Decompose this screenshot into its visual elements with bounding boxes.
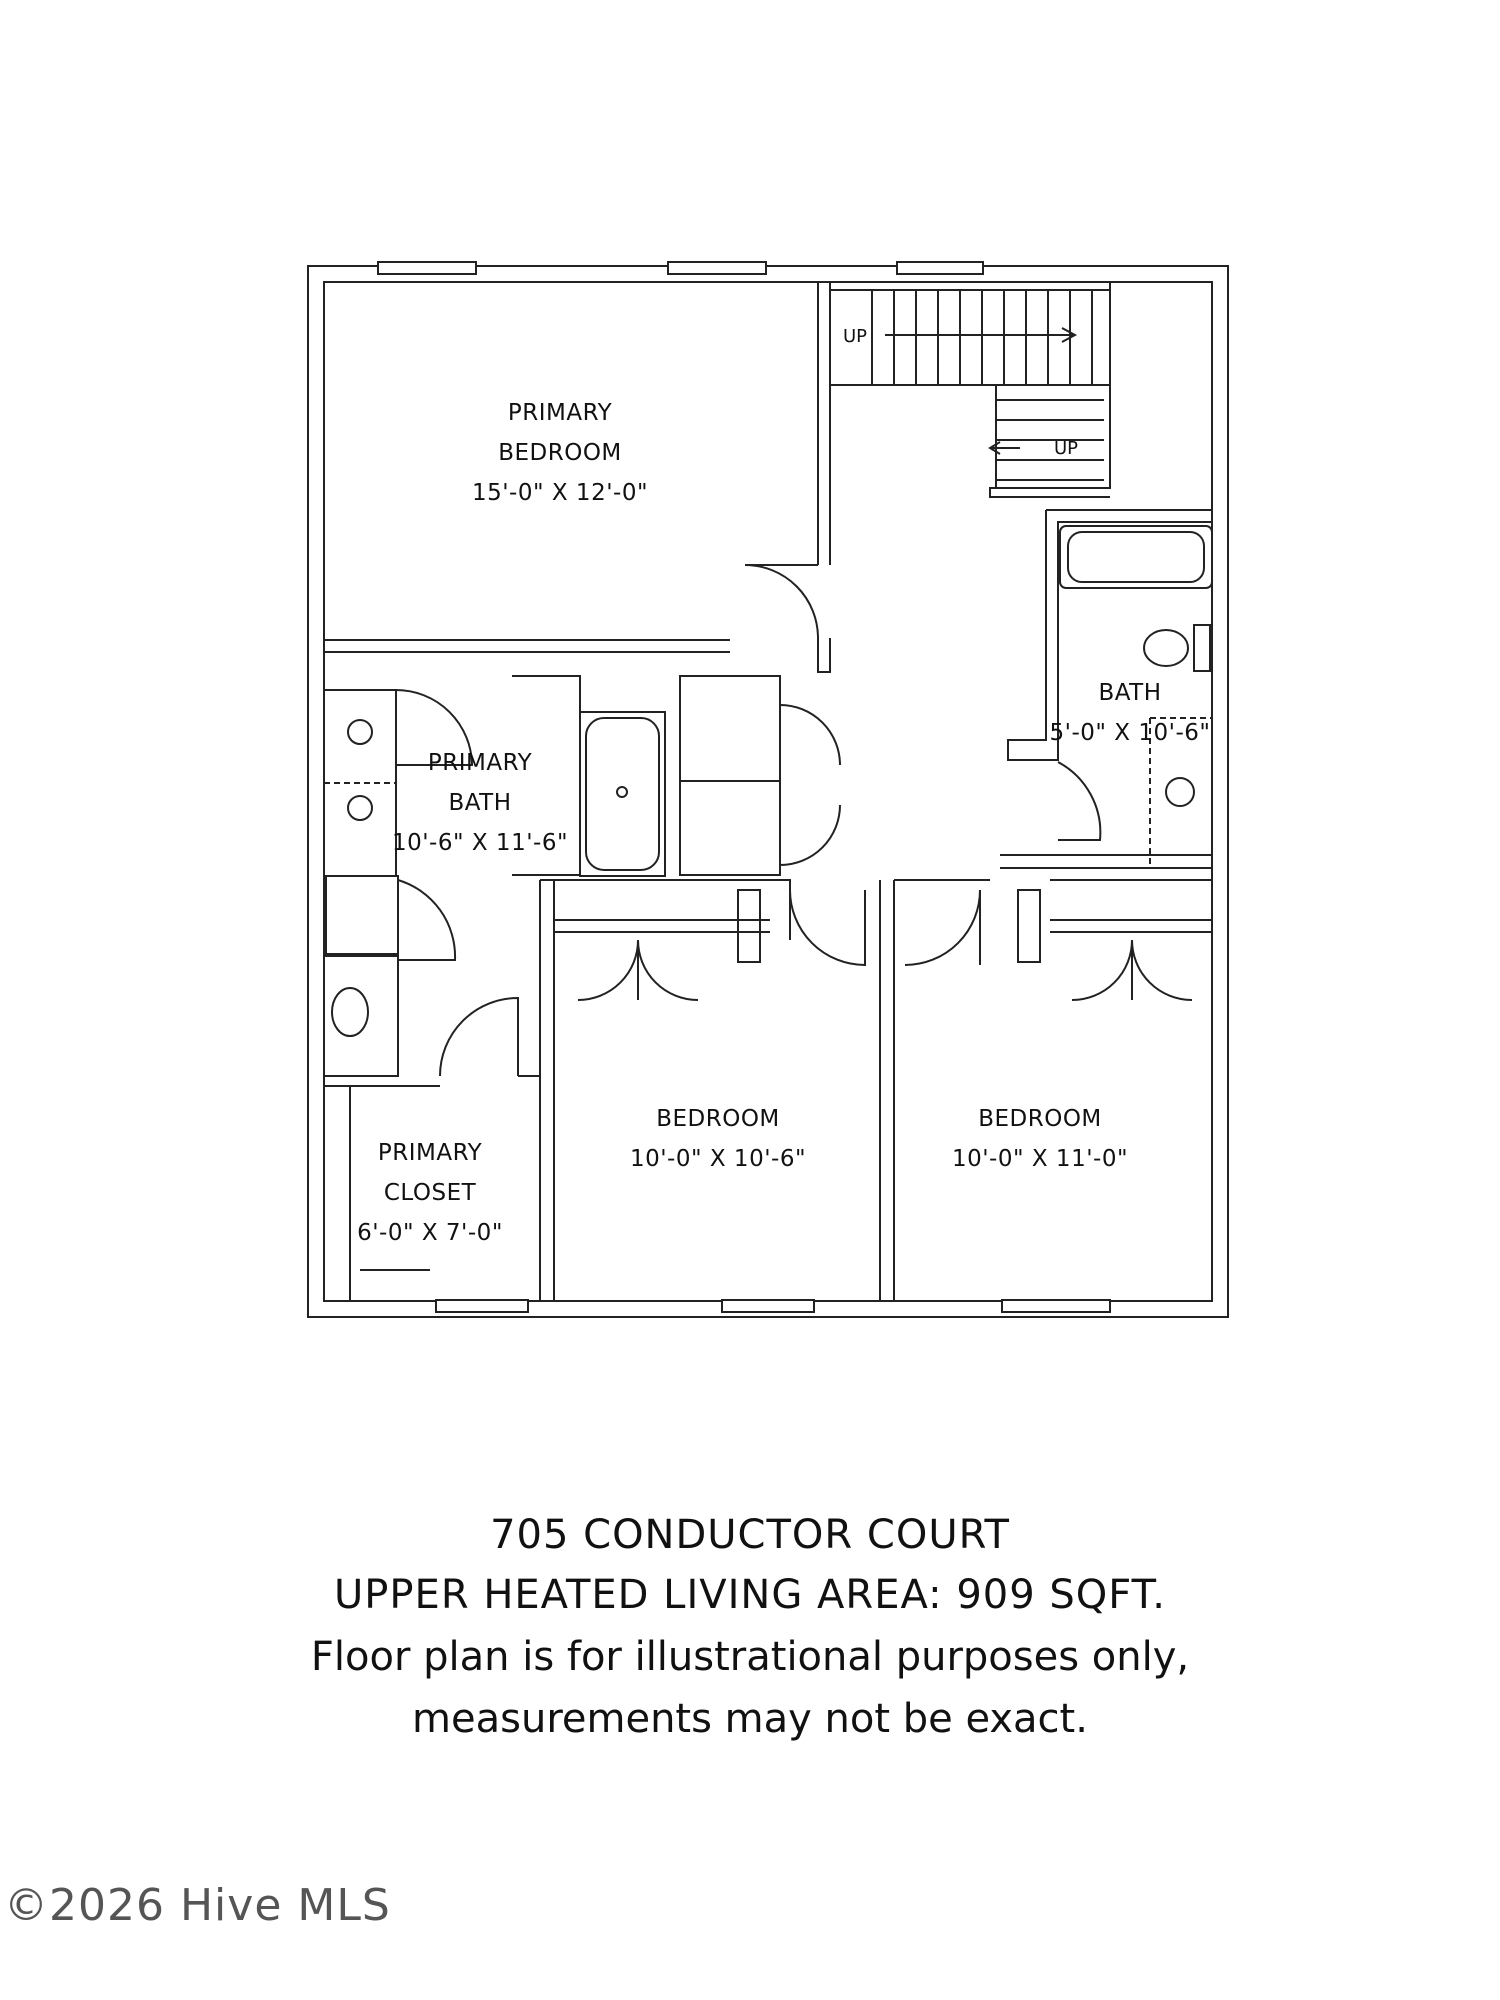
hall-bath-wall <box>1000 855 1212 868</box>
window <box>668 262 766 274</box>
stair-treads-bottom <box>996 385 1104 488</box>
primary-bedroom-door <box>745 565 818 638</box>
bedroom-right-closet-door <box>1072 940 1192 1000</box>
center-wall <box>880 880 894 1300</box>
bedroom-left-closet-door <box>578 940 698 1000</box>
address-caption: 705 CONDUCTOR COURT <box>490 1512 1010 1558</box>
bath-label: BATH <box>1098 680 1162 706</box>
hall-bath-door <box>1058 762 1100 840</box>
primary-bath-label: BATH <box>448 790 512 816</box>
bedroom-right-door <box>905 890 980 965</box>
closet-door <box>440 998 518 1076</box>
shower-drain <box>617 787 627 797</box>
wc-door <box>398 880 455 960</box>
disclaimer-line-2: measurements may not be exact. <box>412 1696 1088 1742</box>
primary-closet-label: CLOSET <box>383 1180 477 1206</box>
area-caption: UPPER HEATED LIVING AREA: 909 SQFT. <box>334 1572 1166 1618</box>
bathtub-inner <box>1068 532 1204 582</box>
window <box>436 1300 528 1312</box>
stair-up-label: UP <box>1053 438 1079 459</box>
window <box>1002 1300 1110 1312</box>
toilet <box>332 988 368 1036</box>
disclaimer-line-1: Floor plan is for illustrational purposes only, <box>310 1634 1190 1680</box>
sink <box>348 720 372 744</box>
bedroom-left-wall <box>540 880 790 1300</box>
bathtub <box>1060 526 1212 588</box>
bedroom-left-door <box>790 890 865 965</box>
bedroom-right-dimensions: 10'-0" X 11'-0" <box>951 1146 1129 1172</box>
primary-bath-wall <box>680 676 780 875</box>
sink <box>1166 778 1194 806</box>
bedroom-left-dimensions: 10'-0" X 10'-6" <box>629 1146 807 1172</box>
primary-bedroom-label: PRIMARY <box>507 400 613 426</box>
primary-bedroom-dimensions: 15'-0" X 12'-0" <box>471 480 649 506</box>
bedroom-left-label: BEDROOM <box>656 1106 780 1132</box>
toilet <box>1144 630 1188 666</box>
shower-inner <box>586 718 659 870</box>
stair-treads-top <box>830 282 1110 385</box>
bedroom-right-label: BEDROOM <box>978 1106 1102 1132</box>
primary-closet-dimensions: 6'-0" X 7'-0" <box>357 1220 503 1246</box>
toilet-tank <box>1194 625 1210 671</box>
bedroom-right-closet <box>1050 920 1212 932</box>
sink <box>348 796 372 820</box>
window <box>722 1300 814 1312</box>
stair-arrow-bottom <box>990 442 1020 454</box>
bedroom-right-shelf <box>1018 890 1040 962</box>
window <box>897 262 983 274</box>
wc-cabinet <box>326 876 398 954</box>
primary-bedroom-wall <box>324 640 730 652</box>
primary-bedroom-wall <box>818 638 830 672</box>
primary-closet-label: PRIMARY <box>377 1140 483 1166</box>
wc-wall <box>324 956 398 1076</box>
linen-door <box>780 705 840 865</box>
bedroom-left-shelf <box>738 890 760 962</box>
shower <box>580 712 665 876</box>
stair-arrow-top <box>885 328 1075 342</box>
primary-bath-label: PRIMARY <box>427 750 533 776</box>
primary-bath-dimensions: 10'-6" X 11'-6" <box>391 830 569 856</box>
stair-up-label: UP <box>842 326 868 347</box>
bath-dimensions: 5'-0" X 10'-6" <box>1049 720 1211 746</box>
primary-bedroom-label: BEDROOM <box>498 440 622 466</box>
copyright-watermark: ©2026 Hive MLS <box>4 1880 391 1931</box>
window <box>378 262 476 274</box>
primary-bedroom-wall <box>818 282 830 565</box>
